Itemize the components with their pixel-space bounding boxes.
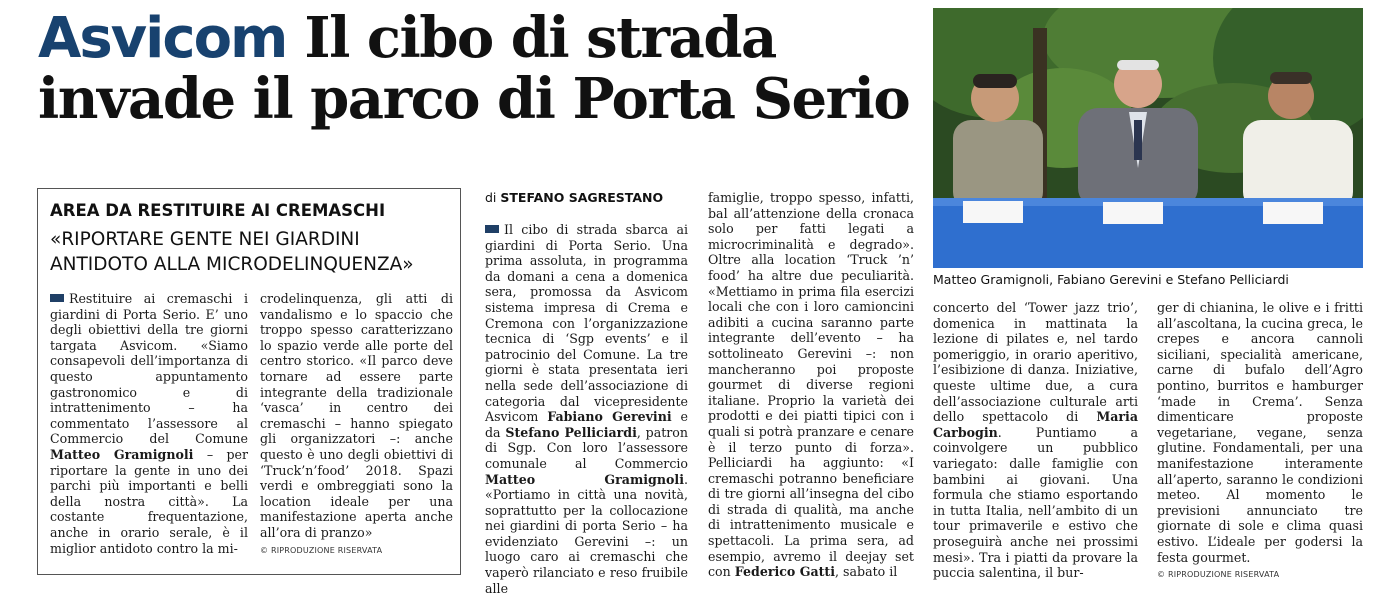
person-name: Federico Gatti	[734, 564, 836, 580]
article-text: , patron di Sgp. Con loro l’assessore comunale al Commercio	[485, 424, 689, 471]
photo-illustration	[933, 8, 1363, 268]
person-name: Fabiano Gerevini	[547, 409, 672, 425]
article-text: , sabato il	[835, 564, 898, 580]
article-text: e da	[485, 409, 689, 440]
sidebar-box	[37, 188, 461, 575]
byline-author: STEFANO SAGRESTANO	[500, 190, 664, 205]
article-column-2	[708, 190, 914, 580]
sidebar-text: – per riportare la gente in uno dei parchi più importanti e belli della nostra città». La costante frequentazione, anche in orario serale, è il miglior antidoto contro la mi-	[50, 446, 248, 556]
article-column-3	[933, 300, 1138, 581]
sidebar-column-2	[260, 291, 453, 558]
headline-line-1	[38, 5, 928, 71]
paragraph-marker	[50, 294, 64, 302]
article-text: . Puntiamo a coinvolgere un pubblico variegato: dalle famiglie con bambini ai giovani. Una formula che stiamo esportando in tutta Italia, nell’ambito di un tour primaverile e estivo che proseguirà anche nei prossimi mesi». Tra i piatti da provare la puccia salentina, il bur-	[933, 424, 1138, 581]
article-text: concerto del ‘Tower jazz trio’, domenica in mattinata la lezione di pilates e, nel tardo pomeriggio, in orario aperitivo, l’esibizione di danza. Iniziative, queste ultime due, a cura dell’associazione culturale arti dello spettacolo di	[933, 300, 1138, 425]
photo-caption: Matteo Gramignoli, Fabiano Gerevini e Stefano Pelliciardi	[933, 272, 1289, 287]
sidebar-text: crodelinquenza, gli atti di vandalismo e lo spaccio che troppo spesso caratterizzano lo spazio verde alle porte del centro storico. «Il parco deve tornare ad essere parte integrante della tradizionale ‘vasca’ in centro dei cremaschi – hanno spiegato gli organizzatori –: anche questo è uno degli obiettivi di ‘Truck’n’food’ 2018. Spazi verdi e ombreggiati sono la location ideale per una manifestazione aperta anche all’ora di pranzo»	[260, 291, 453, 540]
sidebar-subhead-line-2: ANTIDOTO ALLA MICRODELINQUENZA»	[50, 254, 414, 275]
article-text: famiglie, troppo spesso, infatti, bal all’attenzione della cronaca solo per fatti legati a microcriminalità e degrado». Oltre alla location ‘Truck ’n’ food’ ha altre due peculiarità. «Mettiamo in prima fila esercizi locali che con i loro camioncini adibiti a cucina saranno parte integrante dell’evento – ha sottolineato Gerevini –: non mancheranno poi proposte gourmet di diverse regioni italiane. Proprio la varietà dei prodotti e dei piatti tipici con i quali si potrà pranzare e cenare è il terzo punto di forza». Pelliciardi ha aggiunto: «I cremaschi potranno beneficiare di tre giorni all’insegna del cibo di strada di qualità, ma anche di intrattenimento musicale e spettacoli. La prima sera, ad esempio, avremo il deejay set con	[708, 190, 914, 580]
article-text: ger di chianina, le olive e i fritti all’ascoltana, la cucina greca, le crepes e ancora cannoli siciliani, specialità americane, carne di bufalo dell’Agro pontino, burritos e hamburger ‘made in Crema’. Senza dimenticare proposte vegetariane, vegane, senza glutine. Fondamentali, per una manifestazione interamente all’aperto, saranno le condizioni meteo. Al momento le previsioni annunciato tre giornate di sole e clima quasi estivo. L’ideale per godersi la festa gourmet.	[1157, 300, 1363, 565]
article-column-4	[1157, 300, 1363, 583]
sidebar-kicker: AREA DA RESTITUIRE AI CREMASCHI	[50, 201, 386, 220]
headline-title-part2: invade il parco di Porta Serio	[38, 66, 910, 132]
article-text: . «Portiamo in città una novità, soprattutto per la collocazione nei giardini di porta Serio – ha evidenziato Gerevini –: un luogo caro ai cremaschi che vaperò rilanciato e reso fruibile alle	[485, 471, 688, 596]
copyright-notice: © RIPRODUZIONE RISERVATA	[1157, 570, 1280, 580]
article-column-1	[485, 222, 688, 596]
sidebar-text: Restituire ai cremaschi i giardini di Porta Serio. E’ uno degli obiettivi della tre giorni targata Asvicom. «Siamo consapevoli dell’importanza di questo appuntamento gastronomico e di intrattenimento – ha commentato l’assessore al Commercio del Comune	[50, 291, 248, 447]
byline-prefix: di	[485, 190, 497, 205]
sidebar-subhead-line-1: «RIPORTARE GENTE NEI GIARDINI	[50, 229, 360, 250]
byline	[485, 190, 663, 205]
headline-title-part1: Il cibo di strada	[304, 5, 776, 71]
person-name: Stefano Pelliciardi	[505, 424, 637, 440]
press-photo	[933, 8, 1363, 268]
headline	[38, 5, 928, 132]
person-name: Matteo Gramignoli	[50, 446, 194, 462]
headline-brand: Asvicom	[38, 6, 287, 71]
paragraph-marker	[485, 225, 499, 233]
sidebar-subhead	[50, 227, 455, 277]
copyright-notice: © RIPRODUZIONE RISERVATA	[260, 545, 383, 555]
person-name: Maria Carbogin	[933, 409, 1138, 440]
article-text: Il cibo di strada sbarca ai giardini di Porta Serio. Una prima assoluta, in programma da domani a cena a domenica sera, promossa da Asvicom sistema impresa di Crema e Cremona con l’organizzazione tecnica di ‘Sgp events’ e il patrocinio del Comune. La tre giorni è stata presentata ieri nella sede dell’associazione di categoria dal vicepresidente Asvicom	[485, 222, 688, 425]
person-name: Matteo Gramignoli	[485, 471, 684, 487]
sidebar-column-1	[50, 291, 248, 556]
